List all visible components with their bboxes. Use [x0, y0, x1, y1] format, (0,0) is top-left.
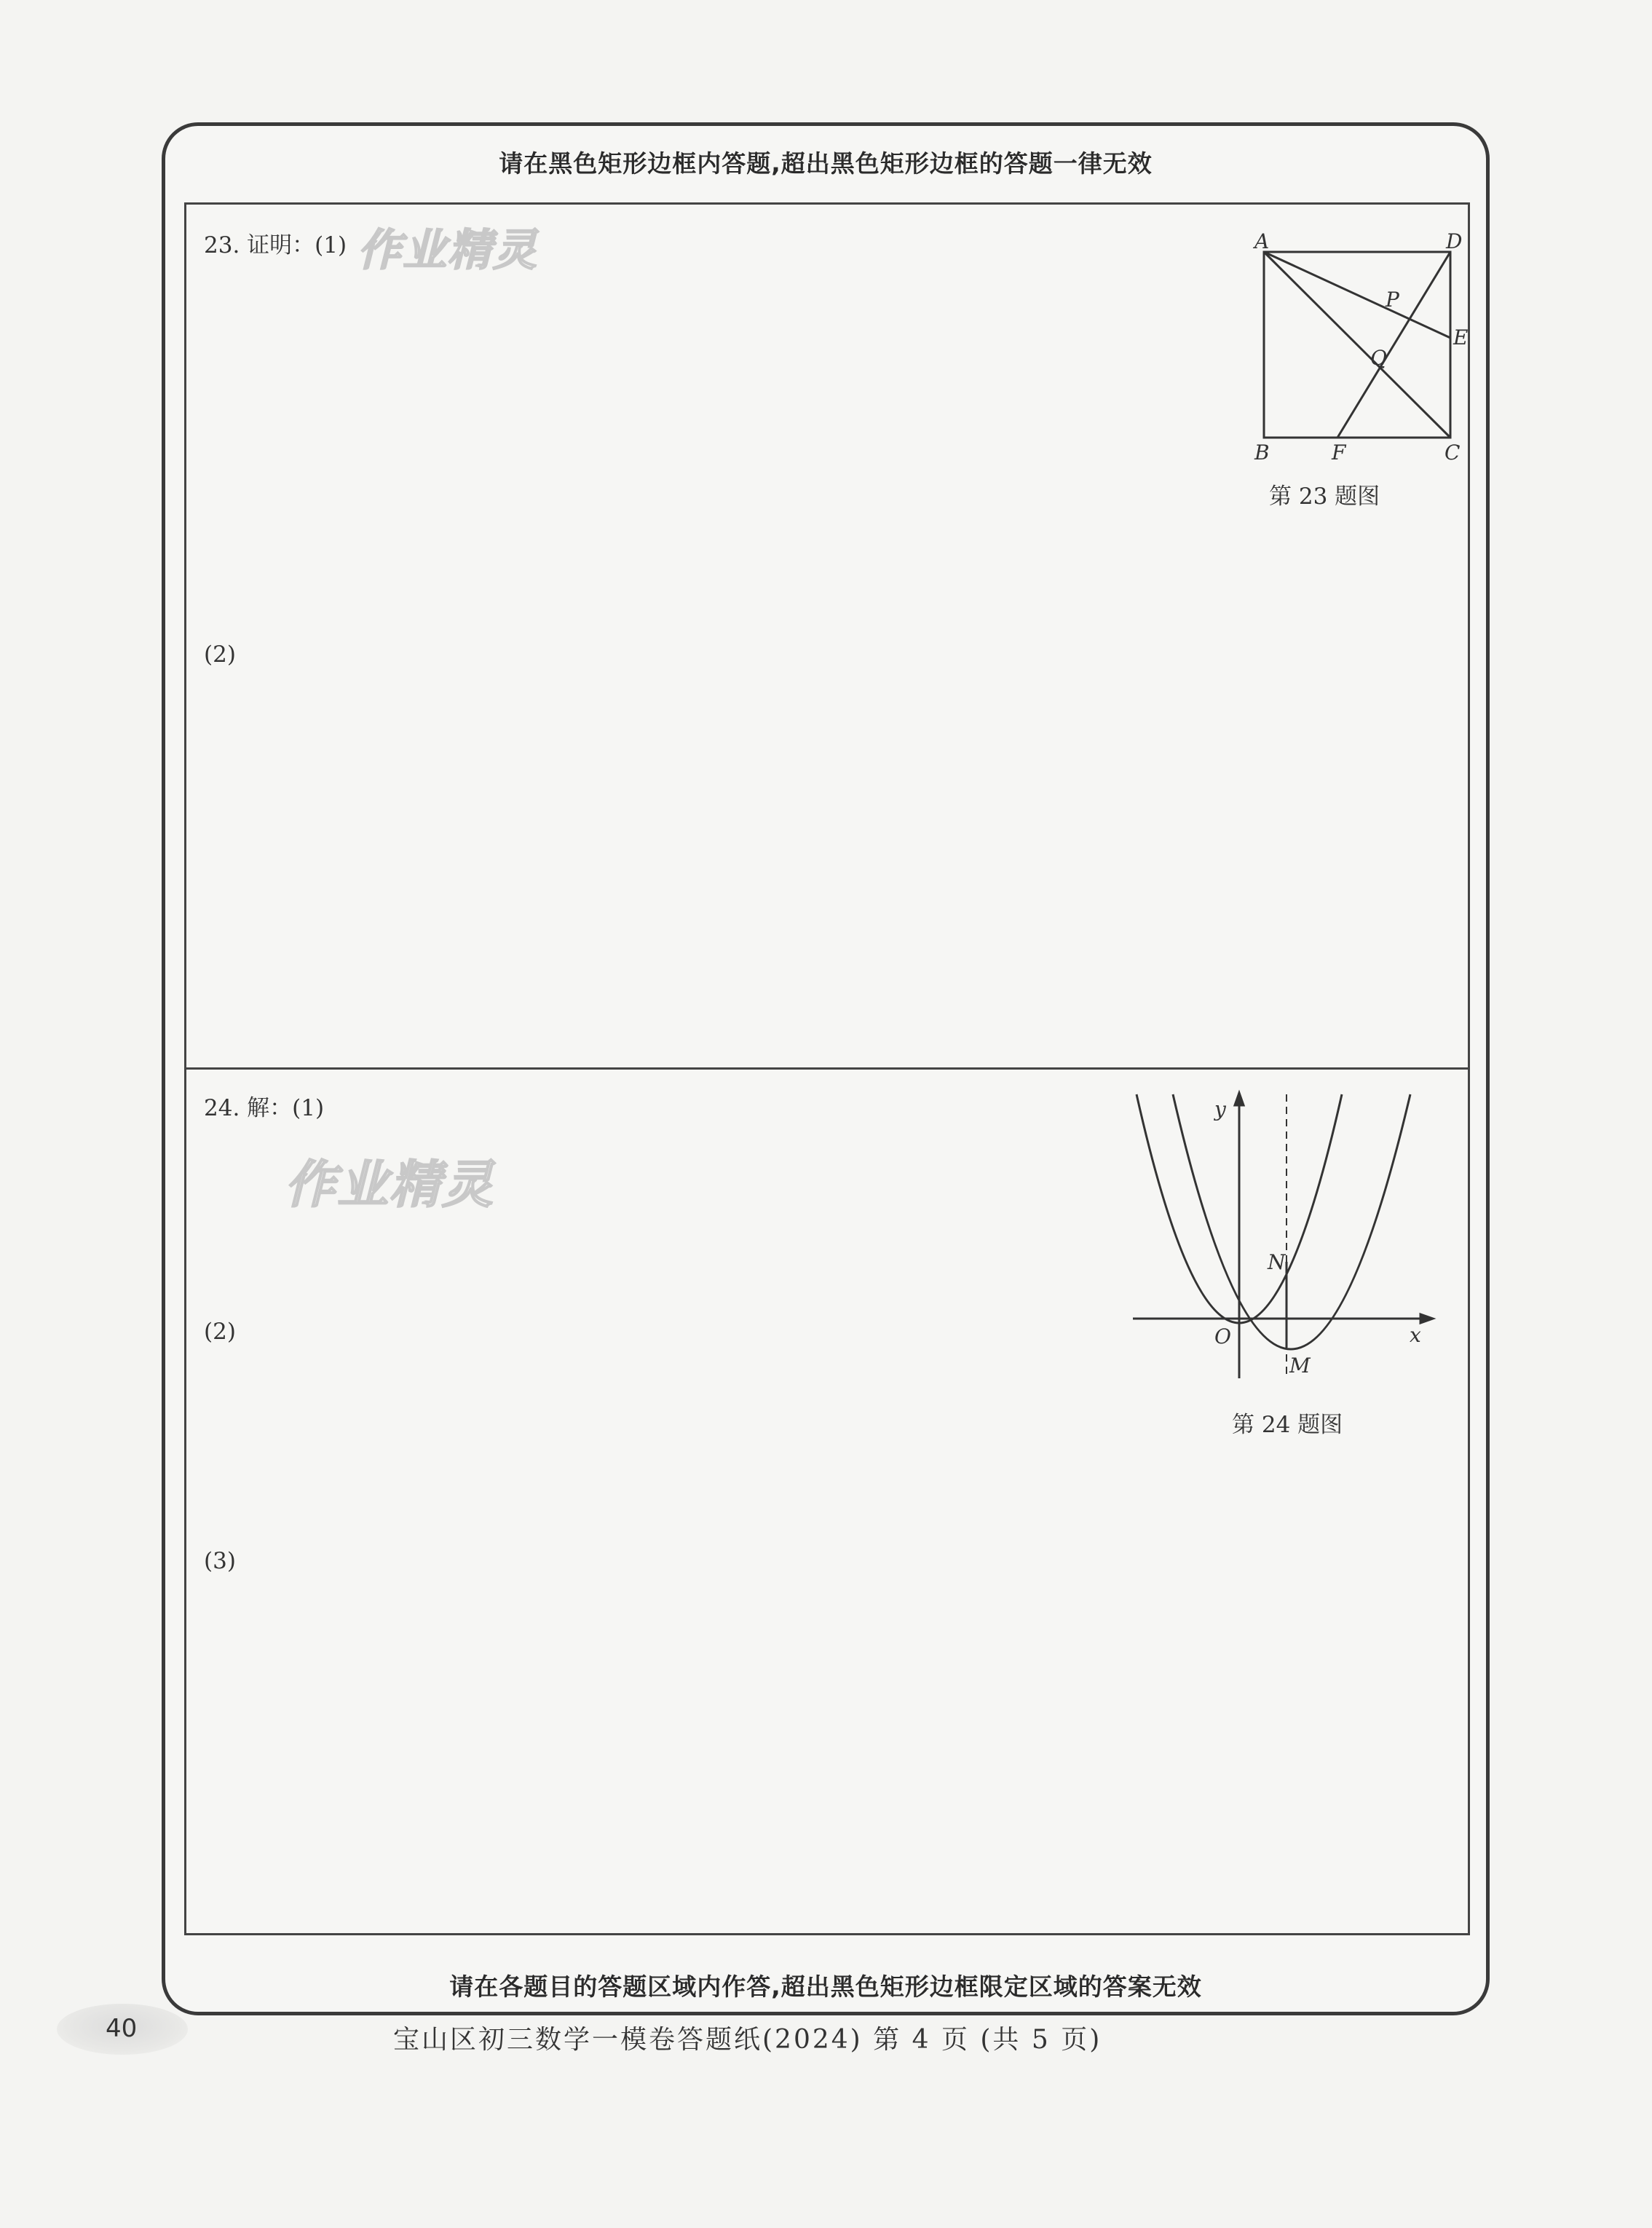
footer-text: 宝山区初三数学一模卷答题纸(2024) 第 4 页 (共 5 页) — [393, 2025, 1102, 2055]
point-f: F — [1332, 441, 1346, 465]
axis-label-x: x — [1410, 1323, 1421, 1347]
q24-figure — [1133, 1087, 1439, 1378]
point-n: N — [1268, 1250, 1286, 1274]
answer-sheet — [162, 122, 1490, 2015]
segment-df — [1337, 252, 1450, 438]
parabola-right — [1173, 1094, 1410, 1349]
segment-ae — [1264, 252, 1450, 338]
answer-frame — [184, 202, 1470, 1935]
diagonal-ac — [1264, 252, 1450, 438]
q24-part3-label: (3) — [204, 1548, 236, 1574]
point-a: A — [1254, 229, 1270, 253]
watermark: 作业精灵 — [357, 225, 538, 276]
axis-label-y: y — [1214, 1097, 1226, 1121]
origin-label: O — [1214, 1324, 1231, 1348]
q24-part2-label: (2) — [204, 1319, 236, 1345]
point-c: C — [1444, 441, 1461, 465]
point-b: B — [1254, 441, 1270, 465]
q23-figure — [1228, 226, 1469, 465]
q24-heading: 24. 解：(1) — [204, 1095, 325, 1121]
q24-figure-caption: 第 24 题图 — [1232, 1412, 1343, 1438]
q23-heading: 23. 证明：(1) — [204, 232, 347, 258]
y-axis-arrow — [1235, 1093, 1244, 1105]
point-m: M — [1289, 1354, 1311, 1378]
q23-part2-label: (2) — [204, 641, 236, 668]
point-q: Q — [1370, 346, 1387, 370]
point-p: P — [1386, 288, 1399, 312]
q23-figure-caption: 第 23 题图 — [1269, 483, 1380, 510]
bottom-notice: 请在各题目的答题区域内作答,超出黑色矩形边框限定区域的答案无效 — [449, 1972, 1202, 2001]
x-axis-arrow — [1420, 1314, 1433, 1323]
top-notice: 请在黑色矩形边框内答题,超出黑色矩形边框的答题一律无效 — [499, 149, 1153, 178]
point-d: D — [1446, 229, 1463, 253]
watermark: 作业精灵 — [285, 1155, 494, 1214]
question-divider — [186, 1067, 1468, 1070]
point-e: E — [1453, 325, 1469, 349]
page-number: 40 — [106, 2014, 138, 2043]
